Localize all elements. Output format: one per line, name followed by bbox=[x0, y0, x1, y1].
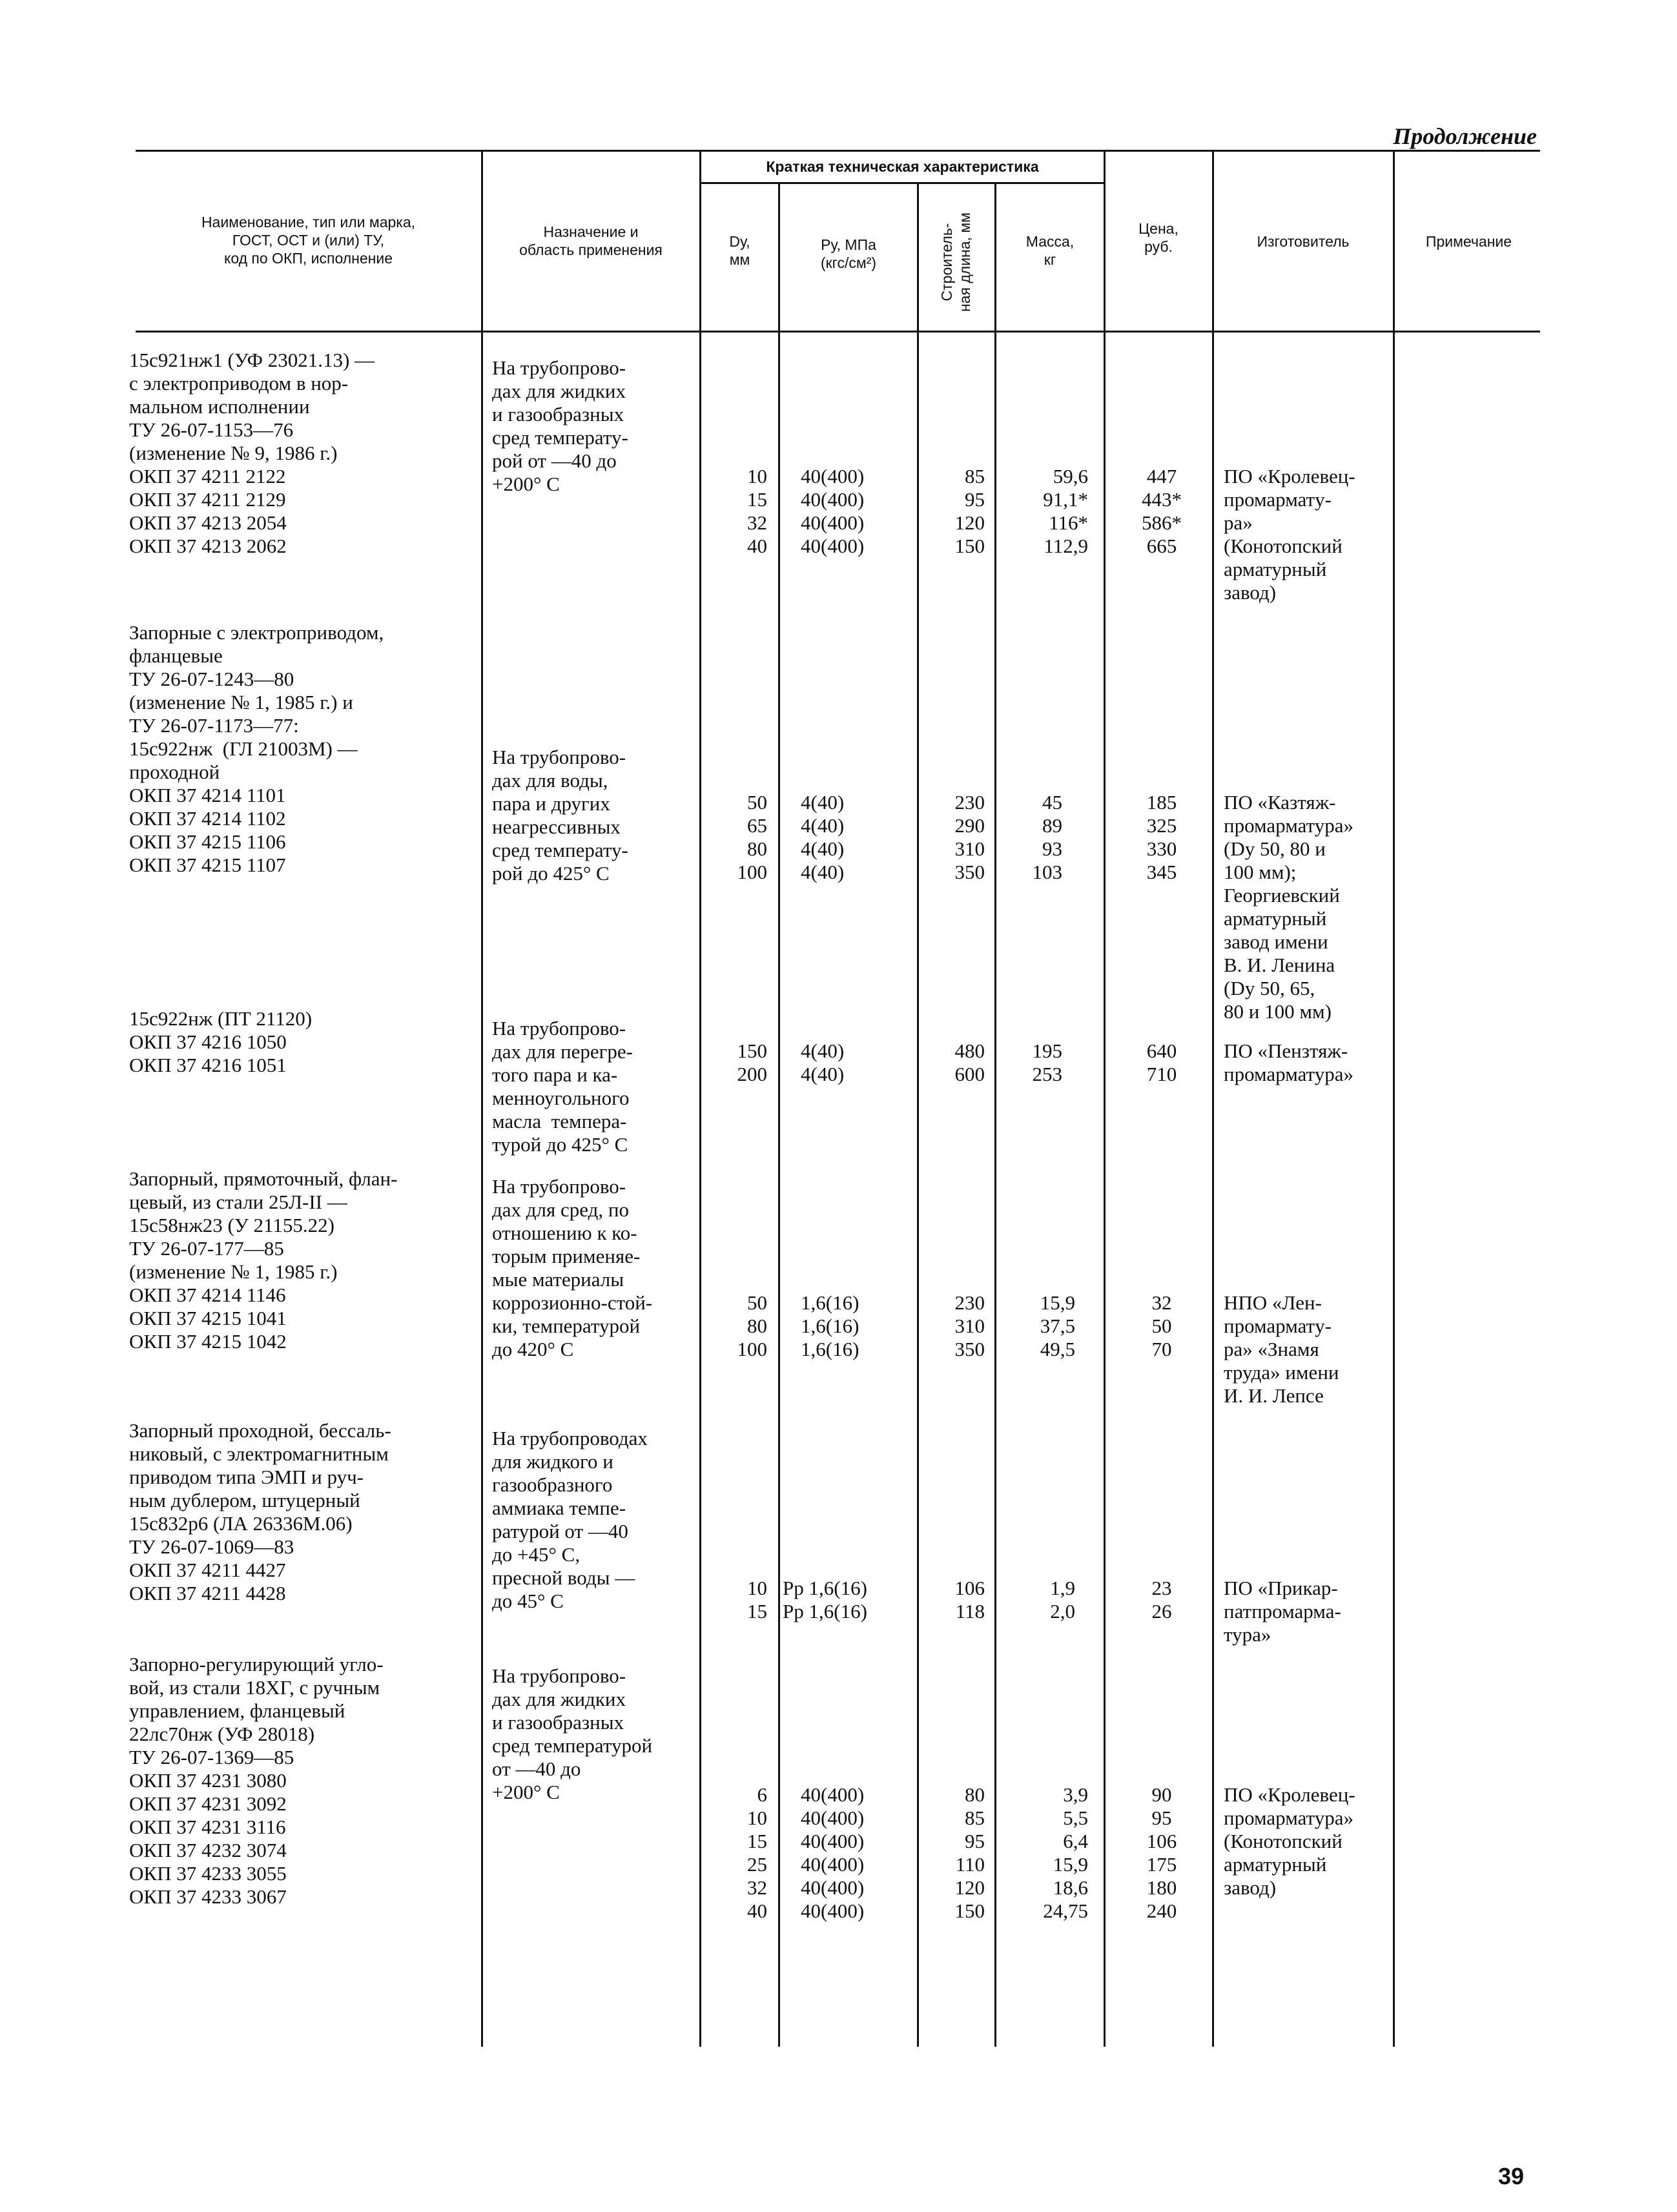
row1-price: 447 443* 586* 665 bbox=[1142, 465, 1182, 557]
header-name: Наименование, тип или марка, ГОСТ, ОСТ и (или) ТУ, код по ОКП, исполнение bbox=[201, 214, 416, 267]
row6-dy: 6 10 15 25 32 40 bbox=[747, 1783, 767, 1922]
header-length: Строитель- ная длина, мм bbox=[938, 212, 973, 312]
col-divider-2 bbox=[699, 152, 701, 2047]
col-divider-1 bbox=[481, 152, 483, 2047]
row4-py: 1,6(16) 1,6(16) 1,6(16) bbox=[801, 1291, 859, 1360]
row6-price: 90 95 106 175 180 240 bbox=[1146, 1783, 1177, 1922]
row2-py: 4(40) 4(40) 4(40) 4(40) bbox=[801, 791, 845, 883]
header-py: Pу, МПа (кгс/см²) bbox=[820, 236, 877, 271]
row4-maker: НПО «Лен- промарматy- ра» «Знамя труда» имени И. И. Лепсе bbox=[1224, 1291, 1339, 1407]
row1-dy: 10 15 32 40 bbox=[747, 465, 767, 557]
row6-length: 80 85 95 110 120 150 bbox=[954, 1783, 985, 1922]
row1-purpose: На трубопрово- дах для жидких и газообразных сред температу- рой от —40 до +200° С bbox=[492, 356, 628, 495]
row1-maker: ПО «Кролевец- промарматy- ра» (Конотопский арматурный завод) bbox=[1224, 465, 1355, 604]
row3-purpose: На трубопрово- дах для перегре- того пара и ка- менноугольного масла темпера- турой до 425° С bbox=[492, 1017, 633, 1156]
row2-length: 230 290 310 350 bbox=[954, 791, 985, 883]
header-note: Примечание bbox=[1425, 233, 1512, 250]
row1-length: 85 95 120 150 bbox=[954, 465, 985, 557]
row5-dy: 10 15 bbox=[747, 1577, 767, 1623]
row6-py: 40(400) 40(400) 40(400) 40(400) 40(400) 40(400) bbox=[801, 1783, 865, 1922]
row6-purpose: На трубопрово- дах для жидких и газообразных сред температурой от —40 до +200° С bbox=[492, 1664, 653, 1803]
row2-maker: ПО «Казтяж- промарматура» (Dу 50, 80 и 100 мм); Георгиевский арматурный завод имени В. И. Ленина (Dу 50, 65, 80 и 100 мм) bbox=[1224, 791, 1353, 1023]
row3-mass: 195 253 bbox=[1032, 1039, 1062, 1085]
row1-py: 40(400) 40(400) 40(400) 40(400) bbox=[801, 465, 865, 557]
header-purpose: Назначение и область применения bbox=[519, 223, 663, 258]
row3-length: 480 600 bbox=[954, 1039, 985, 1085]
col-divider-7 bbox=[1212, 152, 1214, 2047]
row2-price: 185 325 330 345 bbox=[1146, 791, 1177, 883]
row4-mass: 15,9 37,5 49,5 bbox=[1040, 1291, 1075, 1360]
continuation-label: Продолжение bbox=[1393, 123, 1537, 149]
row6-name: Запорно-регулирующий угло- вой, из стали 18ХГ, с ручным управлением, фланцевый 22лс70нж (УФ 28018) ТУ 26-07-1369—85 ОКП 37 4231 3080 ОКП 37 4231 3092 ОКП 37 4231 3116 ОКП 37 4232 3074 ОКП 37 4233 3055 ОКП 37 4233 3067 bbox=[129, 1653, 384, 1908]
row2-purpose: На трубопрово- дах для воды, пара и других неагрессивных сред температу- рой до 425° С bbox=[492, 746, 628, 885]
row5-maker: ПО «Прикар- патпромарма- тура» bbox=[1224, 1577, 1341, 1646]
row2-dy: 50 65 80 100 bbox=[737, 791, 767, 883]
page-number: 39 bbox=[1498, 2163, 1525, 2189]
row3-py: 4(40) 4(40) bbox=[801, 1039, 845, 1085]
row4-purpose: На трубопрово- дах для сред, по отношению к ко- торым применяе- мые материалы коррозионно-стой- ки, температурой до 420° С bbox=[492, 1175, 653, 1360]
col-divider-6 bbox=[1104, 152, 1106, 2047]
col-divider-3 bbox=[778, 184, 780, 2047]
col-divider-5 bbox=[994, 184, 996, 2047]
header-bottom-rule bbox=[136, 331, 1540, 333]
row5-price: 23 26 bbox=[1151, 1577, 1172, 1623]
row5-name: Запорный проходной, бессаль- никовый, с электромагнитным приводом типа ЭМП и руч- ным дублером, штуцерный 15с832р6 (ЛА 26336М.06) ТУ 26-07-1069—83 ОКП 37 4211 4427 ОКП 37 4211 4428 bbox=[129, 1419, 391, 1604]
col-divider-8 bbox=[1393, 152, 1395, 2047]
col-divider-4 bbox=[917, 184, 919, 2047]
row6-mass: 3,9 5,5 6,4 15,9 18,6 24,75 bbox=[1043, 1783, 1088, 1922]
row3-name: 15с922нж (ПТ 21120) ОКП 37 4216 1050 ОКП 37 4216 1051 bbox=[129, 1007, 313, 1076]
row4-length: 230 310 350 bbox=[954, 1291, 985, 1360]
row5-purpose: На трубопроводах для жидкого и газообразного аммиака темпе- ратурой от —40 до +45° С, пресной воды — до 45° С bbox=[492, 1427, 648, 1612]
row4-price: 32 50 70 bbox=[1151, 1291, 1172, 1360]
row4-dy: 50 80 100 bbox=[737, 1291, 767, 1360]
row3-maker: ПО «Пензтяж- промарматура» bbox=[1224, 1039, 1353, 1085]
header-mass: Масса, кг bbox=[1025, 233, 1075, 268]
header-price: Цена, руб. bbox=[1138, 220, 1178, 255]
header-dy: Dу, мм bbox=[729, 233, 750, 268]
brief-header-rule bbox=[699, 182, 1104, 184]
header-maker: Изготовитель bbox=[1257, 233, 1350, 250]
row2-name: Запорные с электроприводом, фланцевые ТУ 26-07-1243—80 (изменение № 1, 1985 г.) и ТУ 26-07-1173—77: 15с922нж (ГЛ 21003М) — проходной ОКП 37 4214 1101 ОКП 37 4214 1102 ОКП 37 4215 1106 ОКП 37 4215 1107 bbox=[129, 621, 384, 876]
row1-name: 15с921нж1 (УФ 23021.13) — с электроприводом в нор- мальном исполнении ТУ 26-07-1153—76 (изменение № 9, 1986 г.) ОКП 37 4211 2122 ОКП 37 4211 2129 ОКП 37 4213 2054 ОКП 37 4213 2062 bbox=[129, 349, 375, 557]
table-top-rule bbox=[136, 150, 1540, 152]
row6-maker: ПО «Кролевец- промарматура» (Конотопский арматурный завод) bbox=[1224, 1783, 1355, 1899]
row3-price: 640 710 bbox=[1146, 1039, 1177, 1085]
row5-mass: 1,9 2,0 bbox=[1050, 1577, 1075, 1623]
header-brief: Краткая техническая характеристика bbox=[766, 158, 1039, 175]
row2-mass: 45 89 93 103 bbox=[1032, 791, 1062, 883]
row1-mass: 59,6 91,1* 116* 112,9 bbox=[1043, 465, 1088, 557]
row3-dy: 150 200 bbox=[737, 1039, 767, 1085]
row5-py: Pр 1,6(16) Pр 1,6(16) bbox=[783, 1577, 867, 1623]
row5-length: 106 118 bbox=[954, 1577, 985, 1623]
row4-name: Запорный, прямоточный, флан- цевый, из стали 25Л-II — 15с58нж23 (У 21155.22) ТУ 26-07-177—85 (изменение № 1, 1985 г.) ОКП 37 4214 1146 ОКП 37 4215 1041 ОКП 37 4215 1042 bbox=[129, 1167, 398, 1353]
